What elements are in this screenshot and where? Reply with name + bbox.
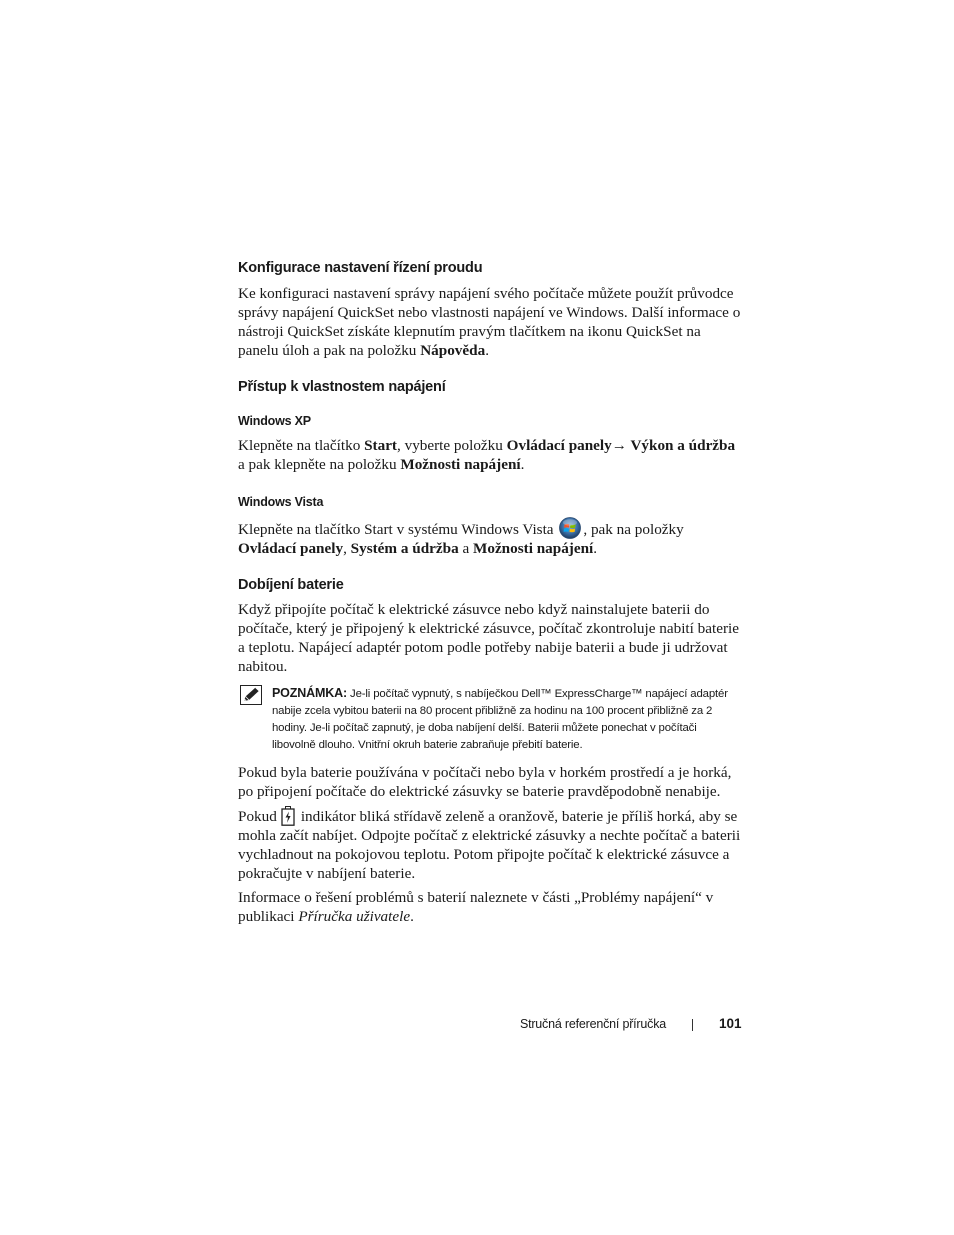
note-text: POZNÁMKA: Je-li počítač vypnutý, s nabíječkou Dell™ ExpressCharge™ napájecí adaptér nabije zcela vybitou baterii na 80 procent přibližně za hodinu na 100 procent přibližně za 2 hodiny. Je-li počítač zapnutý, je doba nabíjení delší. Baterii můžete ponechat v počítači libovolně dlouho. Vnitřní okruh baterie zabraňuje přebití baterie. <box>272 686 728 751</box>
footer-divider <box>692 1019 693 1031</box>
user-guide-title: Příručka uživatele <box>298 908 411 925</box>
heading-windows-vista: Windows Vista <box>238 495 324 509</box>
start-button-ref: Start <box>364 437 397 454</box>
control-panel-ref: Ovládací panely <box>238 540 344 557</box>
paragraph-windows-vista: Klepněte na tlačítko Start v systému Windows Vista , pak na položky Ovládací panely, Systém a údržba a Možnosti napájení. <box>238 517 743 558</box>
paragraph-power-config: Ke konfiguraci nastavení správy napájení svého počítače můžete použít průvodce správy napájení QuickSet nebo vlastnosti napájení ve Windows. Další informace o nástroji QuickSet získáte klepnutím pravým tlačítkem na ikonu QuickSet na panelu úloh a pak na položku Nápověda. <box>238 285 741 359</box>
control-panel-path: Ovládací panely→ Výkon a údržba <box>506 437 736 454</box>
note-label: POZNÁMKA: <box>272 686 348 700</box>
note-block <box>238 685 743 754</box>
heading-windows-xp: Windows XP <box>238 414 311 428</box>
battery-icon <box>281 806 295 826</box>
paragraph-troubleshooting-ref: Informace o řešení problémů s baterií naleznete v části „Problémy napájení“ v publikaci Příručka uživatele. <box>238 889 714 925</box>
windows-vista-start-icon <box>558 517 582 539</box>
paragraph-battery-indicator: Pokud indikátor bliká střídavě zeleně a oranžově, baterie je příliš horká, aby se mohla začít nabíjet. Odpojte počítač z elektrické zásuvky a nechte počítač a baterii vychladnout na pokojovou teplotu. Potom připojte počítač k elektrické zásuvce a pokračujte v nabíjení baterie. <box>238 808 741 882</box>
heading-power-properties: Přístup k vlastnostem napájení <box>238 379 446 395</box>
page-footer <box>0 1015 954 1035</box>
heading-power-config: Konfigurace nastavení řízení proudu <box>238 260 483 276</box>
footer-title: Stručná referenční příručka <box>519 1017 666 1031</box>
power-options-ref: Možnosti napájení <box>473 540 594 557</box>
paragraph-windows-xp: Klepněte na tlačítko Start, vyberte položku Ovládací panely→ Výkon a údržba a pak klepněte na položku Možnosti napájení. <box>238 437 736 473</box>
paragraph-charging-intro: Když připojíte počítač k elektrické zásuvce nebo když nainstalujete baterii do počítače, který je připojený k elektrické zásuvce, počítač zkontroluje nabití baterie a teplotu. Napájecí adaptér potom podle potřeby nabije baterii a bude ji udržovat nabitou. <box>238 601 739 675</box>
heading-battery-charging: Dobíjení baterie <box>238 577 344 593</box>
page-number: 101 <box>719 1016 742 1031</box>
paragraph-hot-battery: Pokud byla baterie používána v počítači nebo byla v horkém prostředí a je horká, po připojení počítače do elektrické zásuvky se baterie pravděpodobně nenabije. <box>238 764 732 800</box>
system-maintenance-ref: Systém a údržba <box>350 540 459 557</box>
pencil-note-icon <box>240 685 262 705</box>
page-content <box>238 258 743 926</box>
help-menu-item: Nápověda <box>420 342 486 359</box>
power-options-ref: Možnosti napájení <box>400 456 521 473</box>
